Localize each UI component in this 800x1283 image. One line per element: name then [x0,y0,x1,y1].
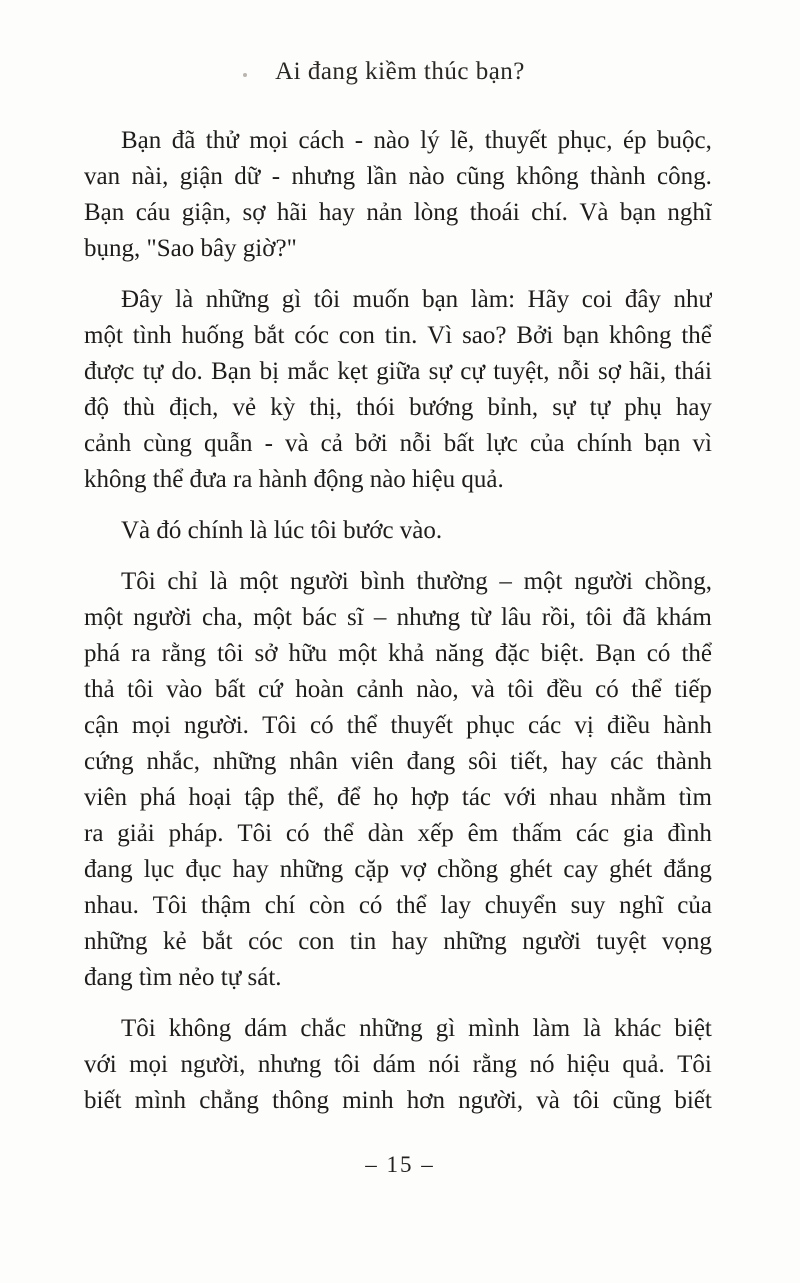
paragraph [84,513,712,549]
text-line: Tôi không dám chắc những gì mình làm là khác biệt [121,1015,712,1042]
text-line: phá ra rằng tôi sở hữu một khả năng đặc biệt. Bạn có thể [84,640,712,667]
text-line: cứng nhắc, những nhân viên đang sôi tiết, hay các thành [84,748,712,775]
text-line: với mọi người, nhưng tôi dám nói rằng nó hiệu quả. Tôi [84,1051,712,1078]
page-header: Ai đang kiềm thúc bạn? [275,58,525,85]
text-line: van nài, giận dữ - nhưng lần nào cũng không thành công. [84,163,712,190]
text-line: Và đó chính là lúc tôi bước vào. [121,517,443,544]
text-line: cận mọi người. Tôi có thể thuyết phục các vị điều hành [84,712,712,739]
page-number: – 15 – [365,1152,435,1177]
text-line: Đây là những gì tôi muốn bạn làm: Hãy coi đây như [121,286,712,313]
text-line: cảnh cùng quẫn - và cả bởi nỗi bất lực của chính bạn vì [84,430,712,457]
text-line: một người cha, một bác sĩ – nhưng từ lâu rồi, tôi đã khám [84,604,712,631]
text-line: Tôi chỉ là một người bình thường – một người chồng, [121,568,712,595]
text-line: Bạn cáu giận, sợ hãi hay nản lòng thoái chí. Và bạn nghĩ [84,199,712,226]
paragraph [84,564,712,996]
text-line: thả tôi vào bất cứ hoàn cảnh nào, và tôi đều có thể tiếp [84,676,712,703]
text-line: Bạn đã thử mọi cách - nào lý lẽ, thuyết phục, ép buộc, [121,127,712,154]
text-line: đang lục đục hay những cặp vợ chồng ghét cay ghét đắng [84,856,712,883]
text-line: nhau. Tôi thậm chí còn có thể lay chuyển suy nghĩ của [84,892,712,919]
page-body [84,123,712,1134]
text-line: độ thù địch, vẻ kỳ thị, thói bướng bỉnh, sự tự phụ hay [84,394,712,421]
text-line: được tự do. Bạn bị mắc kẹt giữa sự cự tuyệt, nỗi sợ hãi, thái [84,358,712,385]
paragraph [84,282,712,498]
text-line: đang tìm nẻo tự sát. [84,964,282,991]
text-line: một tình huống bắt cóc con tin. Vì sao? Bởi bạn không thể [84,322,712,349]
text-line: viên phá hoại tập thể, để họ hợp tác với nhau nhằm tìm [84,784,712,811]
text-line: biết mình chẳng thông minh hơn người, và tôi cũng biết [84,1087,712,1114]
text-line: không thể đưa ra hành động nào hiệu quả. [84,466,504,493]
paragraph [84,123,712,267]
text-line: bụng, "Sao bây giờ?" [84,235,297,262]
paragraph [84,1011,712,1119]
text-line: những kẻ bắt cóc con tin hay những người tuyệt vọng [84,928,712,955]
text-line: ra giải pháp. Tôi có thể dàn xếp êm thấm các gia đình [84,820,712,847]
